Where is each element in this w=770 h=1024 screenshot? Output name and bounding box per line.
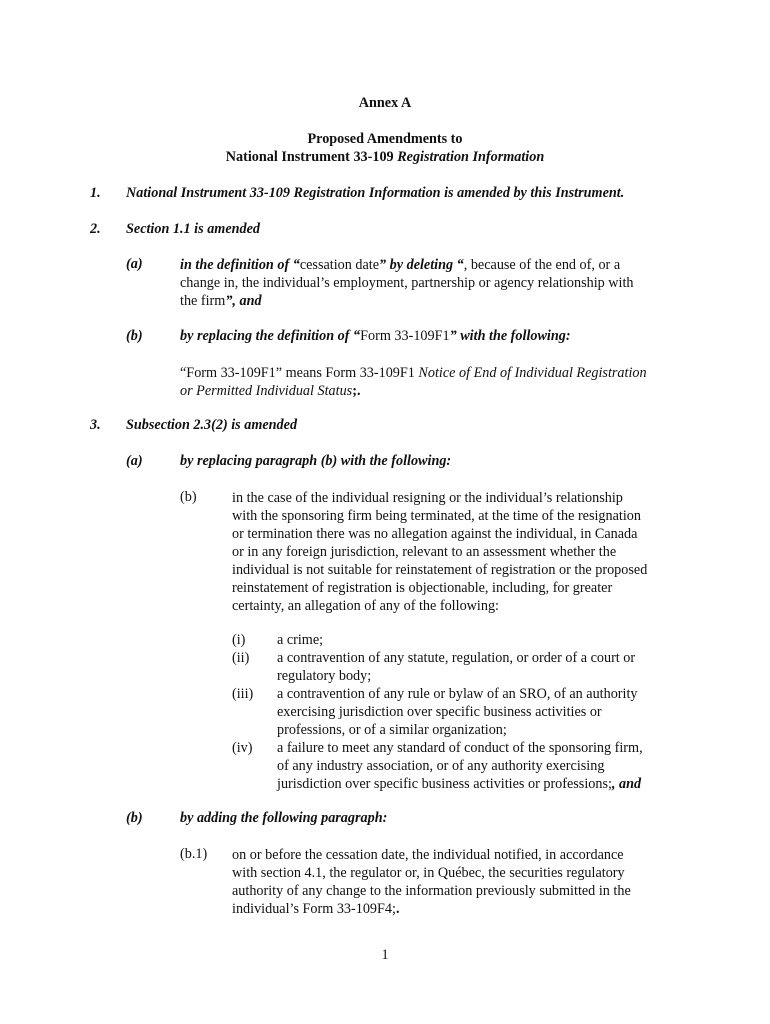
item-text: a contravention of any statute, regulation, or order of a court or <box>277 650 636 666</box>
para-line: or termination there was no allegation against the individual, in Canada <box>232 526 638 542</box>
page-number: 1 <box>381 947 389 963</box>
title-italic: Registration Information <box>397 149 545 165</box>
list-item <box>232 649 692 685</box>
title-line-1: Proposed Amendments to <box>307 131 463 147</box>
section-3-text: Subsection 2.3(2) is amended <box>126 417 298 433</box>
section-2b-label: (b) <box>126 328 143 344</box>
item-label: (ii) <box>232 650 250 666</box>
def-lead: in the definition of “ <box>180 257 300 273</box>
section-2a-text <box>180 256 680 310</box>
item-text: exercising jurisdiction over specific business activities or <box>277 704 602 720</box>
para-line: with the sponsoring firm being terminated, at the time of the resignation <box>232 508 641 524</box>
section-1-number: 1. <box>90 185 101 201</box>
annex-label: Annex A <box>358 95 412 111</box>
list-item <box>232 739 692 793</box>
para-line: or in any foreign jurisdiction, relevant to an assessment whether the <box>232 544 617 560</box>
paragraph-b-label: (b) <box>180 489 197 505</box>
def-mid: ” by deleting “ <box>379 257 464 273</box>
deleted-text-2: change in, the individual’s employment, partnership or agency relationship with <box>180 275 634 291</box>
item-text: a crime; <box>277 632 324 648</box>
para-line: in the case of the individual resigning or the individual’s relationship <box>232 490 623 506</box>
def-term: cessation date <box>299 257 380 273</box>
def-italic-2: or Permitted Individual Status <box>180 383 353 399</box>
replace-term: Form 33-109F1 <box>360 328 450 344</box>
section-1-text: National Instrument 33-109 Registration Information is amended by this Instrument. <box>126 185 625 201</box>
section-3b-label: (b) <box>126 810 143 826</box>
def-tail: ”, and <box>225 293 262 309</box>
paragraph-b-text <box>232 489 682 615</box>
para-line: authority of any change to the information previously submitted in the <box>232 883 631 899</box>
para-line: on or before the cessation date, the individual notified, in accordance <box>232 847 624 863</box>
para-line: certainty, an allegation of any of the following: <box>232 598 499 614</box>
para-line: individual is not suitable for reinstatement of registration or the proposed <box>232 562 648 578</box>
para-line: reinstatement of registration is objectionable, including, for greater <box>232 580 613 596</box>
new-definition <box>180 364 690 400</box>
section-3b-text: by adding the following paragraph: <box>180 810 388 826</box>
para-line: individual’s Form 33-109F4; <box>232 901 396 917</box>
item-label: (i) <box>232 632 246 648</box>
section-3a-text: by replacing paragraph (b) with the following: <box>180 453 452 469</box>
section-2b-text <box>180 328 571 345</box>
para-line: with section 4.1, the regulator or, in Québec, the securities regulatory <box>232 865 625 881</box>
section-2a-label: (a) <box>126 256 143 272</box>
replace-lead: by replacing the definition of “ <box>180 328 361 344</box>
item-text: jurisdiction over specific business activities or professions; <box>277 776 612 792</box>
item-text: professions, or of a similar organization; <box>277 722 507 738</box>
section-3-number: 3. <box>90 417 101 433</box>
title-prefix: National Instrument 33-109 <box>225 149 398 165</box>
def-end: ;. <box>352 383 361 399</box>
section-3a-label: (a) <box>126 453 143 469</box>
item-label: (iii) <box>232 686 254 702</box>
sub-items-list <box>232 631 692 793</box>
item-text: regulatory body; <box>277 668 372 684</box>
title-line-2 <box>0 149 770 166</box>
def-italic-1: Notice of End of Individual Registration <box>418 365 647 381</box>
deleted-text-1: , because of the end of, or a <box>463 257 621 273</box>
section-2-number: 2. <box>90 221 101 237</box>
item-text: of any industry association, or of any authority exercising <box>277 758 605 774</box>
section-2-text: Section 1.1 is amended <box>126 221 260 237</box>
def-plain: “Form 33-109F1” means Form 33-109F1 <box>180 365 419 381</box>
replace-tail: ” with the following: <box>449 328 571 344</box>
deleted-text-3: the firm <box>180 293 226 309</box>
list-item <box>232 685 692 739</box>
items-tail: , and <box>611 776 642 792</box>
item-text: a failure to meet any standard of conduct of the sponsoring firm, <box>277 740 643 756</box>
para-end: . <box>395 901 400 917</box>
paragraph-b1-label: (b.1) <box>180 846 208 862</box>
list-item <box>232 631 692 649</box>
item-text: a contravention of any rule or bylaw of an SRO, of an authority <box>277 686 638 702</box>
item-label: (iv) <box>232 740 253 756</box>
paragraph-b1-text <box>232 846 682 918</box>
